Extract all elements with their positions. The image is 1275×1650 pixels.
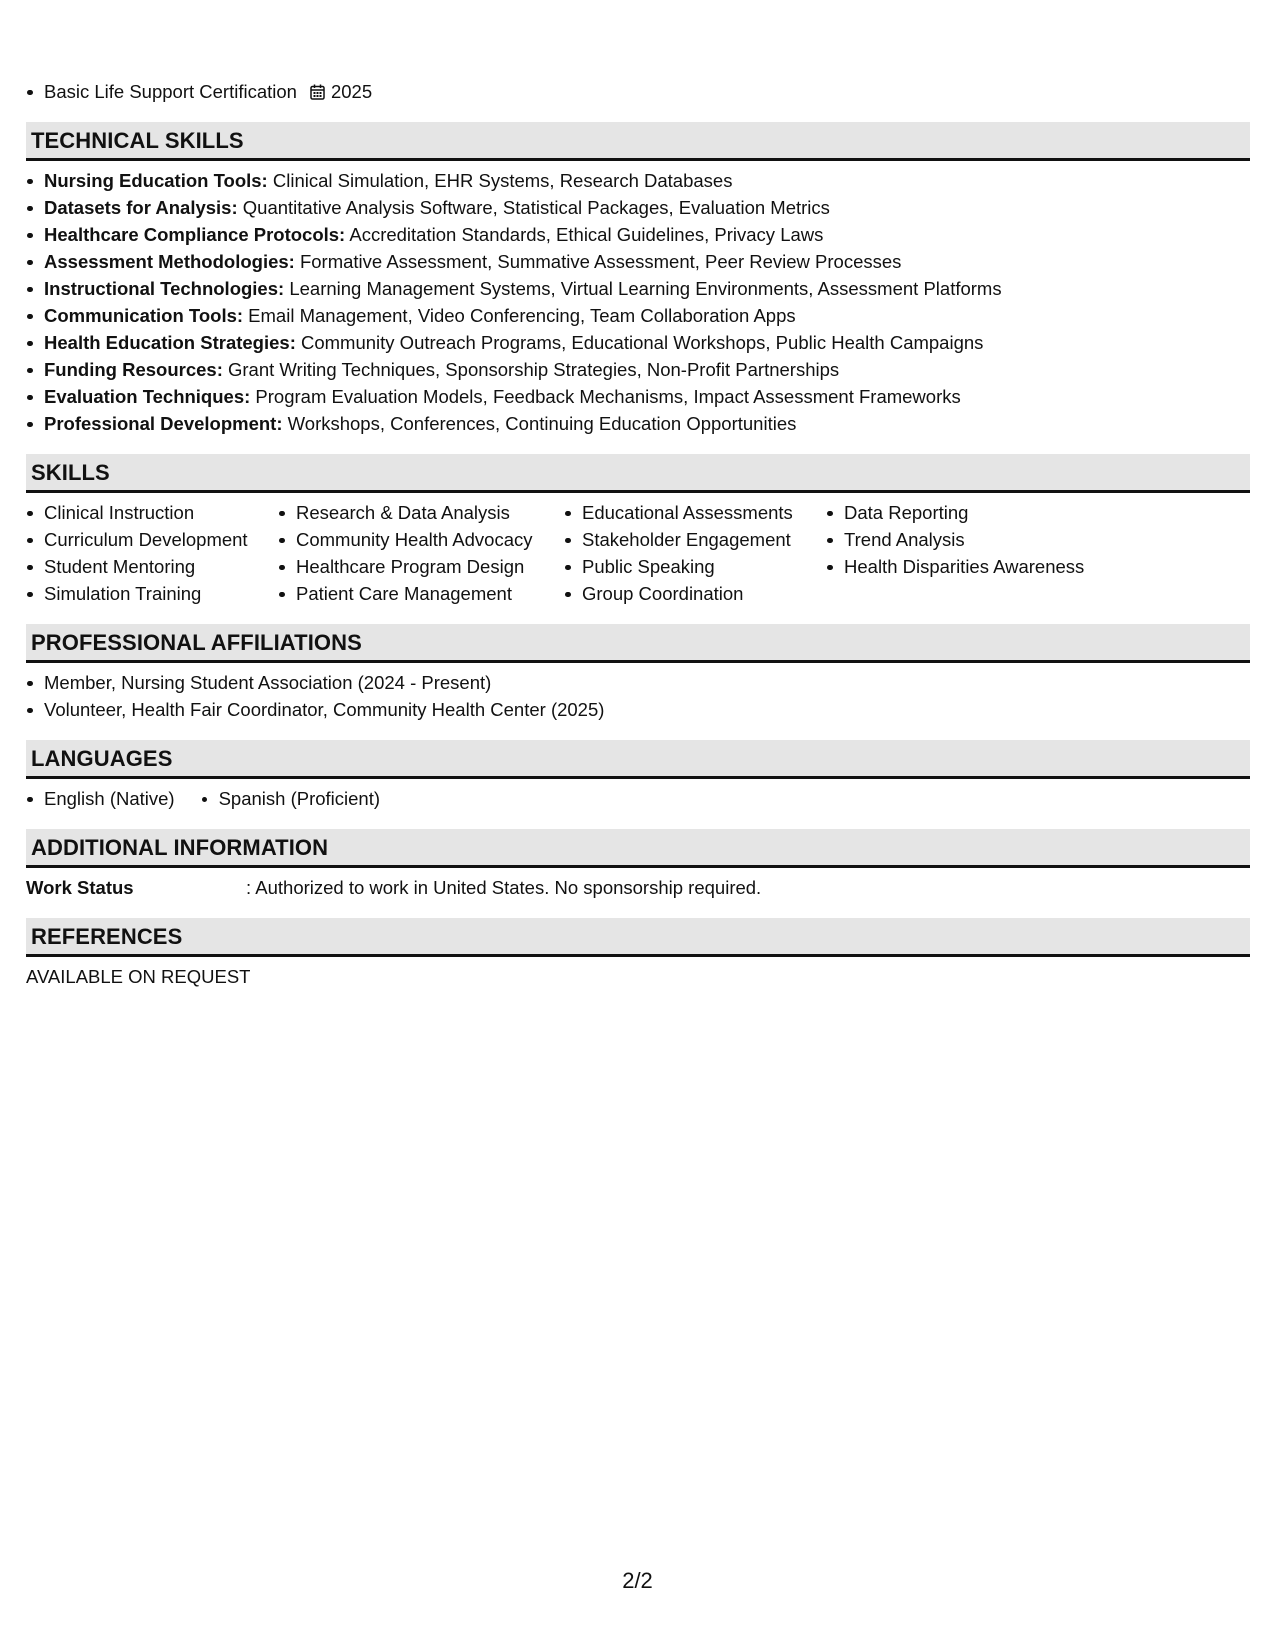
skills-heading: SKILLS	[26, 454, 1250, 493]
languages-list	[26, 785, 1250, 812]
skill-label: Datasets for Analysis:	[44, 197, 238, 218]
skill-value: Email Management, Video Conferencing, Team Collaboration Apps	[243, 305, 796, 326]
skill-label: Healthcare Compliance Protocols:	[44, 224, 346, 245]
additional-info-heading: ADDITIONAL INFORMATION	[26, 829, 1250, 868]
certification-name: Basic Life Support Certification	[44, 81, 297, 102]
skill-item: Public Speaking	[564, 553, 826, 580]
skill-value: Program Evaluation Models, Feedback Mechanisms, Impact Assessment Frameworks	[250, 386, 961, 407]
technical-skill-item	[26, 329, 1250, 356]
affiliations-section	[26, 624, 1250, 723]
skill-label: Communication Tools:	[44, 305, 244, 326]
skill-item: Curriculum Development	[26, 526, 278, 553]
skill-value: Workshops, Conferences, Continuing Education Opportunities	[282, 413, 797, 434]
affiliation-item: Volunteer, Health Fair Coordinator, Community Health Center (2025)	[26, 696, 1250, 723]
languages-heading: LANGUAGES	[26, 740, 1250, 779]
technical-skill-item	[26, 194, 1250, 221]
references-section	[26, 918, 1250, 990]
skill-value: Formative Assessment, Summative Assessment, Peer Review Processes	[294, 251, 902, 272]
technical-skill-item	[26, 248, 1250, 275]
skill-label: Health Education Strategies:	[44, 332, 296, 353]
skill-label: Instructional Technologies:	[44, 278, 285, 299]
skill-item: Trend Analysis	[826, 526, 1126, 553]
technical-skill-item	[26, 410, 1250, 437]
affiliations-heading: PROFESSIONAL AFFILIATIONS	[26, 624, 1250, 663]
additional-info-section	[26, 829, 1250, 901]
affiliation-item: Member, Nursing Student Association (2024 - Present)	[26, 669, 1250, 696]
languages-section	[26, 740, 1250, 812]
skill-item: Clinical Instruction	[26, 499, 278, 526]
skill-item: Student Mentoring	[26, 553, 278, 580]
work-status-row	[26, 874, 1250, 901]
skills-column	[564, 499, 826, 607]
technical-skill-item	[26, 167, 1250, 194]
skill-item: Group Coordination	[564, 580, 826, 607]
skill-item: Research & Data Analysis	[278, 499, 564, 526]
technical-skill-item	[26, 383, 1250, 410]
technical-skill-item	[26, 356, 1250, 383]
skills-column	[26, 499, 278, 607]
references-heading: REFERENCES	[26, 918, 1250, 957]
skill-value: Clinical Simulation, EHR Systems, Research Databases	[267, 170, 733, 191]
technical-skill-item	[26, 275, 1250, 302]
page-number: 2/2	[622, 1568, 653, 1593]
calendar-icon	[310, 84, 325, 100]
skill-value: Learning Management Systems, Virtual Learning Environments, Assessment Platforms	[284, 278, 1002, 299]
technical-skills-heading: TECHNICAL SKILLS	[26, 122, 1250, 161]
skill-value: Grant Writing Techniques, Sponsorship Strategies, Non-Profit Partnerships	[222, 359, 840, 380]
skill-value: Accreditation Standards, Ethical Guidelines, Privacy Laws	[345, 224, 824, 245]
language-item: English (Native)	[26, 785, 175, 812]
technical-skill-item	[26, 302, 1250, 329]
skill-label: Assessment Methodologies:	[44, 251, 295, 272]
skill-item: Community Health Advocacy	[278, 526, 564, 553]
skill-item: Educational Assessments	[564, 499, 826, 526]
work-status-value: : Authorized to work in United States. No sponsorship required.	[246, 877, 762, 898]
skill-label: Nursing Education Tools:	[44, 170, 268, 191]
skill-label: Professional Development:	[44, 413, 283, 434]
skill-value: Community Outreach Programs, Educational Workshops, Public Health Campaigns	[295, 332, 984, 353]
skill-item: Health Disparities Awareness	[826, 553, 1126, 580]
skill-value: Quantitative Analysis Software, Statistical Packages, Evaluation Metrics	[237, 197, 830, 218]
resume-page	[26, 78, 1250, 990]
language-item: Spanish (Proficient)	[201, 785, 380, 812]
skills-column	[826, 499, 1126, 607]
skill-item: Stakeholder Engagement	[564, 526, 826, 553]
affiliations-list	[26, 669, 1250, 723]
certification-item	[26, 78, 1250, 105]
skill-item: Data Reporting	[826, 499, 1126, 526]
skill-item: Simulation Training	[26, 580, 278, 607]
references-text: AVAILABLE ON REQUEST	[26, 966, 251, 987]
certification-year: 2025	[330, 81, 373, 102]
technical-skills-section	[26, 122, 1250, 437]
technical-skill-item	[26, 221, 1250, 248]
skill-item: Healthcare Program Design	[278, 553, 564, 580]
technical-skills-list	[26, 167, 1250, 437]
skill-label: Evaluation Techniques:	[44, 386, 251, 407]
skills-column	[278, 499, 564, 607]
skill-label: Funding Resources:	[44, 359, 223, 380]
skills-section	[26, 454, 1250, 607]
skill-item: Patient Care Management	[278, 580, 564, 607]
skills-grid	[26, 499, 1250, 607]
certifications-list	[26, 78, 1250, 105]
work-status-label: Work Status	[26, 877, 134, 898]
